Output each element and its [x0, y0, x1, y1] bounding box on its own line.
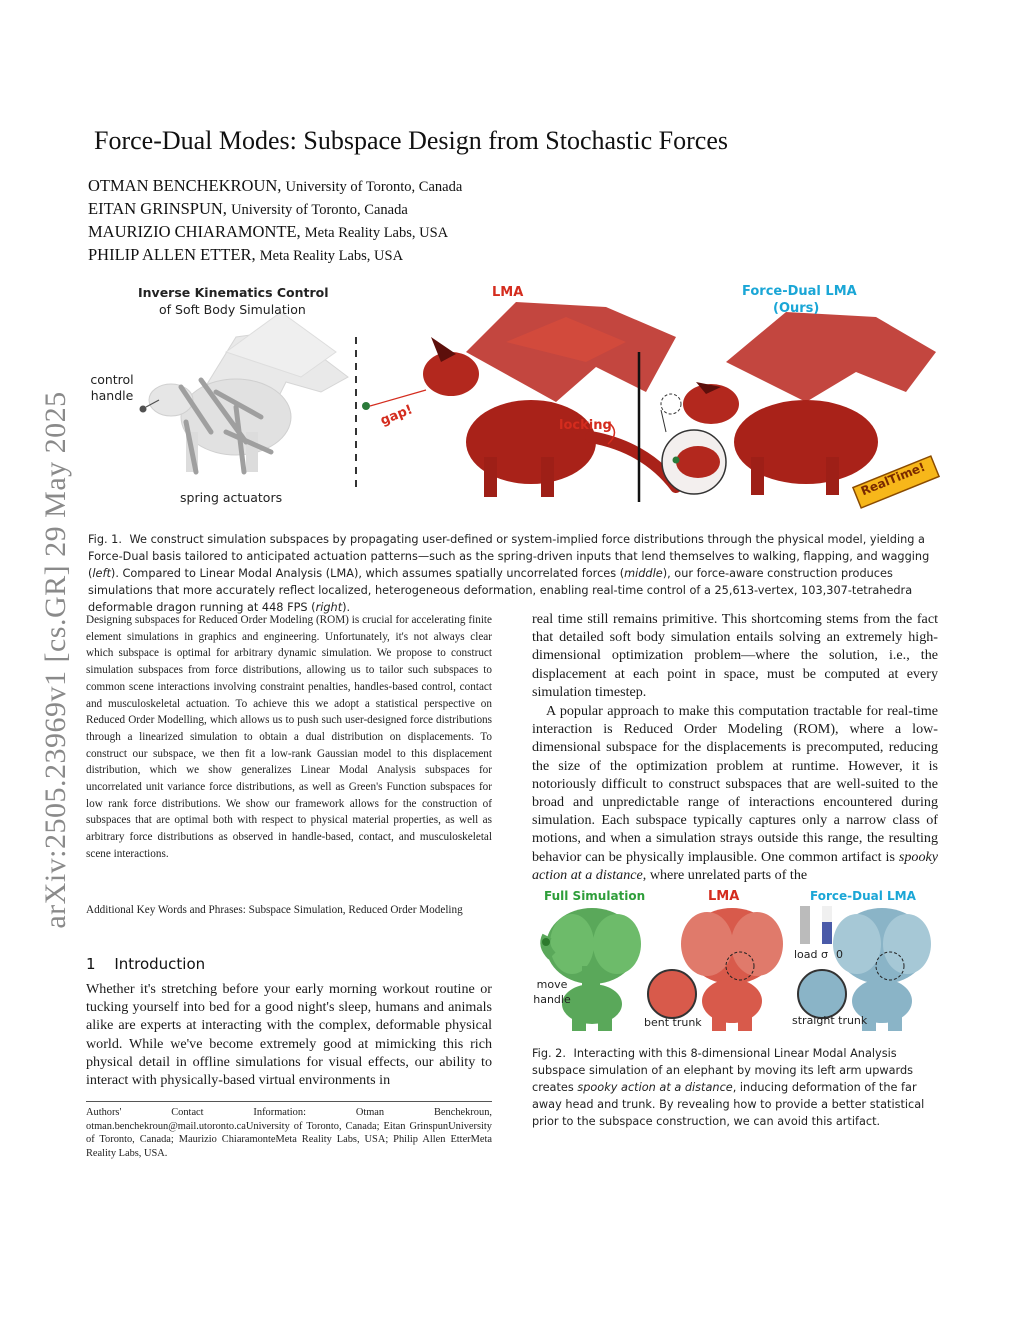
author-name: EITAN GRINSPUN, — [88, 199, 227, 218]
figure-2 — [532, 886, 942, 1034]
author-3 — [88, 222, 448, 242]
section-number: 1 — [86, 955, 96, 973]
author-name: MAURIZIO CHIARAMONTE, — [88, 222, 301, 241]
ik-dragon-illustration — [140, 312, 349, 472]
green-elephant — [542, 908, 641, 1031]
load-sigma-bar — [800, 906, 832, 944]
fig2-caption-text: , inducing deformation of the far away head and trunk. By revealing how to provide a better statistical prior to the subspace construction, we can avoid this artifact. — [532, 1081, 925, 1128]
fig1-caption-right: right — [315, 601, 343, 614]
fig1-caption-text: ), our force-aware construction produces simulations that more accurately reflect localized, heterogeneous deformation, enabling real-time control of a 25,613-vertex, 103,307-tetrahedra deformable dragon running at 448 FPS ( — [88, 567, 913, 614]
author-1 — [88, 176, 462, 196]
fig2-zero-label: 0 — [836, 948, 843, 961]
fig2-caption-text: Interacting with this 8-dimensional Linear Modal Analysis subspace simulation of an elephant by moving its left arm upwards creates — [532, 1047, 914, 1094]
fig2-load-sigma-label: load σ — [794, 948, 828, 961]
fig1-caption-middle: middle — [624, 567, 663, 580]
fig2-move-handle-label: move handle — [533, 978, 571, 1006]
fig2-bent-trunk-label: bent trunk — [644, 1016, 702, 1029]
author-affiliation: University of Toronto, Canada — [231, 202, 408, 218]
bent-trunk-zoom — [648, 970, 696, 1018]
fig1-caption-left: left — [92, 567, 111, 580]
fig1-caption-label: Fig. 1. — [88, 533, 122, 546]
fig1-ours-label: (Ours) — [773, 301, 820, 316]
figure-2-illustration — [532, 886, 942, 1034]
fig1-panel-left-subtitle: of Soft Body Simulation — [159, 302, 306, 317]
author-affiliation: University of Toronto, Canada — [285, 179, 463, 195]
contact-footnote: Authors' Contact Information: Otman Benchekroun, otman.benchekroun@mail.utoronto.caUniversity of Toronto, Canada; Eitan GrinspunUniversity of Toronto, Canada; Maurizio ChiaramonteMeta Reality Labs, USA; Philip Allen EtterMeta Reality Labs, USA. — [86, 1107, 492, 1159]
fig2-caption-italic: spooky action at a distance — [577, 1081, 733, 1094]
red-elephant — [681, 908, 783, 1031]
section-1-heading — [86, 955, 205, 973]
fig1-realtime-text: RealTime! — [858, 459, 928, 499]
fig1-panel-left-title: Inverse Kinematics Control — [138, 285, 329, 300]
blue-elephant — [833, 908, 931, 1031]
paragraph-text: A popular approach to make this computation tractable for real-time interaction is Reduced Order Modeling (ROM), where a low-dimensional subspace for the displacements is precomputed, reducing the size of the optimization problem at runtime. However, it is notoriously difficult to construct subspaces that are well-suited to the broad and unpredictable range of interactions encountered during simulation. Each subspace typically captures only a narrow class of motions, and when a simulation strays outside this range, the resulting behavior can be physically implausible. One common artifact is — [532, 703, 938, 865]
fig1-caption-text: ). Compared to Linear Modal Analysis (LMA), which assumes spatially uncorrelated forces ( — [110, 567, 625, 580]
figure-1 — [86, 282, 946, 514]
fig1-force-dual-label: Force-Dual LMA — [742, 284, 857, 299]
fig1-locking-label: locking — [559, 418, 612, 433]
author-name: PHILIP ALLEN ETTER, — [88, 245, 256, 264]
figure-1-caption — [88, 531, 938, 616]
author-affiliation: Meta Reality Labs, USA — [304, 225, 449, 241]
fig2-force-dual-label: Force-Dual LMA — [810, 889, 916, 903]
intro-paragraph-right-1: real time still remains primitive. This shortcoming stems from the fact that detailed soft body simulation entails solving an extremely high-dimensional optimization problem—where the solution, i.e., the displacement at each point in space, must be computed at every simulation timestep. — [532, 611, 938, 700]
fig1-spring-actuators-label: spring actuators — [180, 490, 283, 505]
fig2-caption-label: Fig. 2. — [532, 1047, 566, 1060]
fig1-lma-label: LMA — [492, 285, 524, 300]
fig1-control-handle-label: control handle — [90, 372, 134, 403]
lma-dragon-illustration — [362, 302, 676, 497]
author-name: OTMAN BENCHEKROUN, — [88, 176, 282, 195]
fig1-caption-text: ). — [342, 601, 351, 614]
figure-2-caption — [532, 1045, 940, 1130]
author-affiliation: Meta Reality Labs, USA — [259, 248, 404, 264]
fig2-lma-label: LMA — [708, 889, 740, 904]
arxiv-stamp: arXiv:2505.23969v1 [cs.GR] 29 May 2025 — [39, 391, 72, 929]
force-dual-dragon-illustration — [661, 312, 936, 495]
abstract: Designing subspaces for Reduced Order Modeling (ROM) is crucial for accelerating finite element simulations in graphics and engineering. Unfortunately, it's not always clear which subspace is optimal for arbitrary dynamic simulation. We propose to construct simulation subspaces from force distributions, allowing us to tailor such subspaces to common scene interactions involving constraint penalties, handles-based control, contact and musculoskeletal actuation. To achieve this we adopt a statistical perspective on Reduced Order Modelling, which allows us to push such user-designed force distributions through a linearized simulation to obtain a dual distribution on displacements. To construct our subspace, we then fit a low-rank Gaussian model to this displacement distribution, which we show generalizes Linear Modal Analysis subspaces for uncorrelated unit variance force distributions, as well as Green's Function subspaces for low rank force distributions. We show our framework allows for the construction of subspaces that are optimal both with respect to physical material properties, as well as arbitrary force distributions as observed in handle-based, contact, and musculoskeletal scene interactions. — [86, 614, 492, 860]
straight-trunk-zoom — [798, 970, 846, 1018]
author-2 — [88, 199, 408, 219]
fig1-caption-text: We construct simulation subspaces by propagating user-defined or system-implied force distributions through the physical model, yielding a Force-Dual basis tailored to anticipated actuation patterns—such as the spring-driven inputs that lend themselves to walking, flapping, and wagging ( — [88, 533, 930, 580]
intro-paragraph-right-2 — [532, 702, 938, 884]
keywords: Additional Key Words and Phrases: Subspace Simulation, Reduced Order Modeling — [86, 904, 463, 916]
paragraph-italic: spooky action at a distance — [532, 848, 938, 883]
fig2-straight-trunk-label: straight trunk — [792, 1014, 868, 1027]
section-title: Introduction — [114, 955, 206, 973]
fig1-gap-label: gap! — [378, 402, 415, 429]
paragraph-text: , where unrelated parts of the — [642, 866, 808, 883]
intro-paragraph-left: Whether it's stretching before your early morning workout routine or tucking yourself into bed for a good night's sleep, humans and animals alike are experts at interacting with the complex, deformable physical world. While we've become extremely good at mimicking this rich physical detail in offline simulations for visual effects, our ability to interact with physically-based virtual environments in — [86, 981, 492, 1089]
footnote-rule — [86, 1101, 492, 1102]
fig2-full-sim-label: Full Simulation — [544, 889, 646, 903]
paper-title: Force-Dual Modes: Subspace Design from Stochastic Forces — [94, 126, 728, 155]
author-4 — [88, 245, 403, 265]
